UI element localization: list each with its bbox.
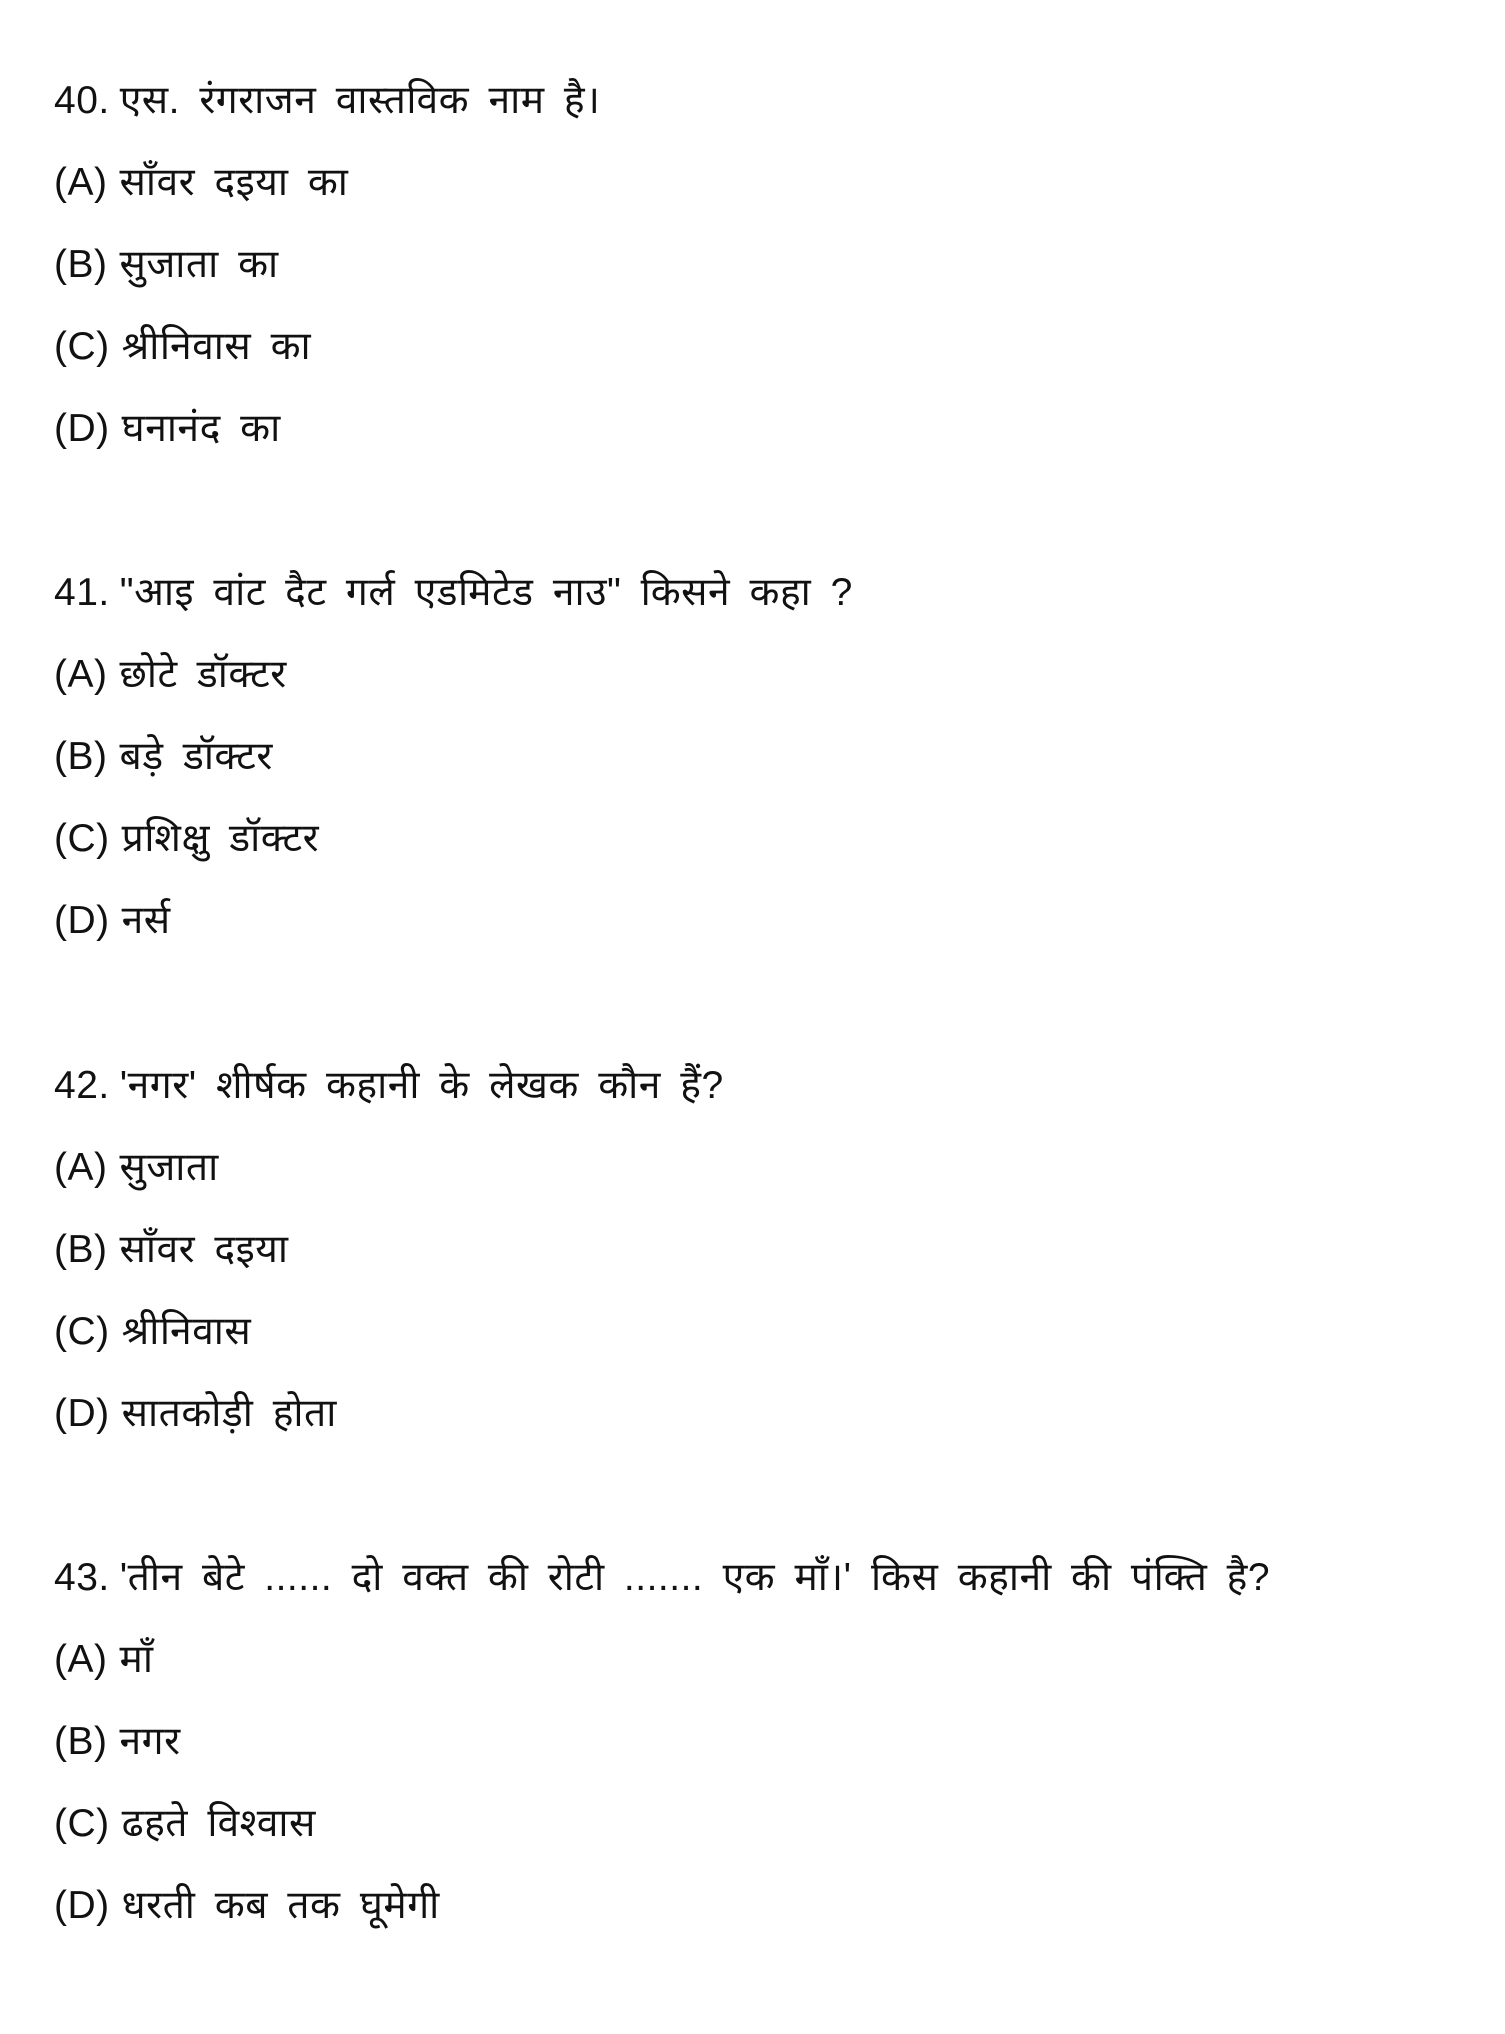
option-a xyxy=(54,1127,1474,1209)
question-text: एस. रंगराजन वास्तविक नाम है। xyxy=(119,79,601,122)
option-c xyxy=(54,798,1474,880)
option-label: (B) xyxy=(54,1228,108,1271)
option-text: साँवर दइया का xyxy=(119,161,349,204)
option-text: छोटे डॉक्टर xyxy=(119,653,287,696)
option-c xyxy=(54,1291,1474,1373)
option-label: (A) xyxy=(54,653,108,696)
option-b xyxy=(54,716,1474,798)
option-text: ढहते विश्वास xyxy=(121,1802,316,1845)
option-label: (D) xyxy=(54,1884,110,1927)
option-b xyxy=(54,1701,1474,1783)
option-label: (D) xyxy=(54,899,110,942)
option-a xyxy=(54,142,1474,224)
option-text: श्रीनिवास xyxy=(121,1310,252,1353)
option-label: (A) xyxy=(54,1638,108,1681)
option-label: (C) xyxy=(54,325,110,368)
option-d xyxy=(54,1865,1474,1947)
question-text: 'तीन बेटे ...... दो वक्त की रोटी ....... एक माँ।' किस कहानी की पंक्ति है? xyxy=(119,1556,1271,1599)
question-42 xyxy=(54,1045,1474,1455)
question-40 xyxy=(54,60,1474,470)
option-label: (C) xyxy=(54,1310,110,1353)
question-43 xyxy=(54,1537,1474,1947)
option-d xyxy=(54,388,1474,470)
option-text: साँवर दइया xyxy=(119,1228,289,1271)
option-a xyxy=(54,1619,1474,1701)
option-b xyxy=(54,224,1474,306)
question-number: 42. xyxy=(54,1064,110,1107)
option-text: श्रीनिवास का xyxy=(121,325,312,368)
option-label: (A) xyxy=(54,161,108,204)
option-label: (D) xyxy=(54,1392,110,1435)
option-text: सुजाता xyxy=(119,1146,219,1189)
option-c xyxy=(54,1783,1474,1865)
option-label: (B) xyxy=(54,1720,108,1763)
question-stem xyxy=(54,552,1474,634)
option-d xyxy=(54,1373,1474,1455)
option-text: प्रशिक्षु डॉक्टर xyxy=(121,817,320,860)
option-label: (A) xyxy=(54,1146,108,1189)
option-text: सुजाता का xyxy=(119,243,279,286)
option-text: सातकोड़ी होता xyxy=(121,1392,337,1435)
option-text: घनानंद का xyxy=(121,407,281,450)
question-number: 43. xyxy=(54,1556,110,1599)
option-b xyxy=(54,1209,1474,1291)
option-text: नगर xyxy=(119,1720,181,1763)
question-stem xyxy=(54,60,1474,142)
question-text: "आइ वांट दैट गर्ल एडमिटेड नाउ" किसने कहा ? xyxy=(119,571,853,614)
option-text: बड़े डॉक्टर xyxy=(119,735,273,778)
option-label: (C) xyxy=(54,817,110,860)
question-stem xyxy=(54,1537,1474,1619)
option-label: (B) xyxy=(54,243,108,286)
option-a xyxy=(54,634,1474,716)
option-c xyxy=(54,306,1474,388)
option-d xyxy=(54,880,1474,962)
question-stem xyxy=(54,1045,1474,1127)
question-text: 'नगर' शीर्षक कहानी के लेखक कौन हैं? xyxy=(119,1064,724,1107)
option-label: (B) xyxy=(54,735,108,778)
question-number: 40. xyxy=(54,79,110,122)
option-text: नर्स xyxy=(121,899,171,942)
option-text: माँ xyxy=(119,1638,154,1681)
question-number: 41. xyxy=(54,571,110,614)
question-41 xyxy=(54,552,1474,962)
option-label: (D) xyxy=(54,407,110,450)
option-label: (C) xyxy=(54,1802,110,1845)
option-text: धरती कब तक घूमेगी xyxy=(121,1884,440,1927)
